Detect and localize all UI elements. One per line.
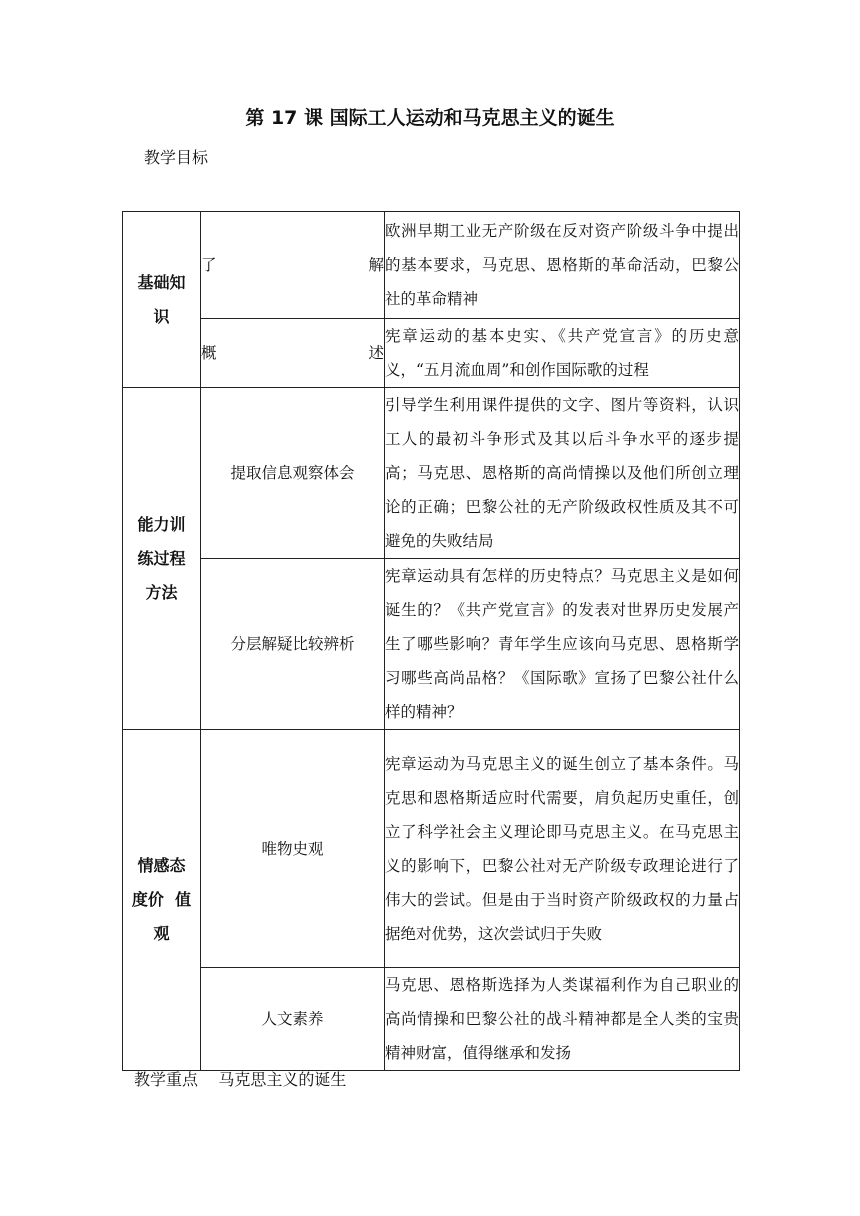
- subcategory-char: 述: [368, 344, 384, 362]
- description-cell: 宪章运动为马克思主义的诞生创立了基本条件。马克思和恩格斯适应时代需要，肩负起历史重任，创立了科学社会主义理论即马克思主义。在马克思主义的影响下，巴黎公社对无产阶级专政理论进行了伟大的尝试。但是由于当时资产阶级政权的力量占据绝对优势，这次尝试归于失败: [385, 730, 740, 968]
- table-row: [123, 319, 740, 388]
- description-cell: 引导学生利用课件提供的文字、图片等资料，认识工人的最初斗争形式及其以后斗争水平的逐步提高；马克思、恩格斯的高尚情操以及他们所创立理论的正确；巴黎公社的无产阶级政权性质及其不可避免的失败结局: [385, 388, 740, 559]
- table-row: [123, 559, 740, 730]
- table-row: [123, 388, 740, 559]
- category-line: 基础知: [137, 272, 186, 292]
- table-row: [123, 730, 740, 968]
- category-ability-training: [123, 388, 201, 730]
- category-line: 方法: [145, 582, 178, 602]
- category-emotion-values: [123, 730, 201, 1071]
- category-line: 识: [153, 306, 170, 326]
- teaching-goals-table: [122, 211, 740, 1071]
- category-basic-knowledge: [123, 212, 201, 388]
- subcategory-understand: [201, 212, 385, 319]
- category-line: 能力训: [137, 514, 186, 534]
- subcategory-outline: [201, 319, 385, 388]
- category-line: 观: [153, 924, 170, 943]
- category-line: 度价 值: [131, 890, 192, 909]
- lesson-title: 第 17 课 国际工人运动和马克思主义的诞生: [245, 107, 615, 129]
- subcategory-char: 概: [201, 344, 217, 362]
- description-cell: 宪章运动的基本史实、《共产党宣言》的历史意义，“五月流血周”和创作国际歌的过程: [385, 319, 740, 388]
- table-row: [123, 968, 740, 1071]
- description-cell: 宪章运动具有怎样的历史特点？马克思主义是如何诞生的？《共产党宣言》的发表对世界历史发展产生了哪些影响？青年学生应该向马克思、恩格斯学习哪些高尚品格？《国际歌》宣扬了巴黎公社什么样的精神？: [385, 559, 740, 730]
- subcategory-label: 人文素养: [201, 968, 385, 1071]
- table-row: [123, 212, 740, 319]
- subcategory-label: 提取信息观察体会: [201, 388, 385, 559]
- teaching-goals-heading: 教学目标: [144, 148, 209, 167]
- teaching-focus: 教学重点 马克思主义的诞生: [134, 1070, 347, 1089]
- subcategory-label: 分层解疑比较辨析: [201, 559, 385, 730]
- description-cell: 欧洲早期工业无产阶级在反对资产阶级斗争中提出的基本要求，马克思、恩格斯的革命活动，巴黎公社的革命精神: [385, 212, 740, 319]
- subcategory-char: 了: [201, 256, 217, 274]
- category-line: 情感态: [137, 856, 186, 875]
- category-line: 练过程: [137, 548, 186, 568]
- subcategory-char: 解: [368, 256, 384, 274]
- description-cell: 马克思、恩格斯选择为人类谋福利作为自己职业的高尚情操和巴黎公社的战斗精神都是全人类的宝贵精神财富，值得继承和发扬: [385, 968, 740, 1071]
- subcategory-label: 唯物史观: [201, 730, 385, 968]
